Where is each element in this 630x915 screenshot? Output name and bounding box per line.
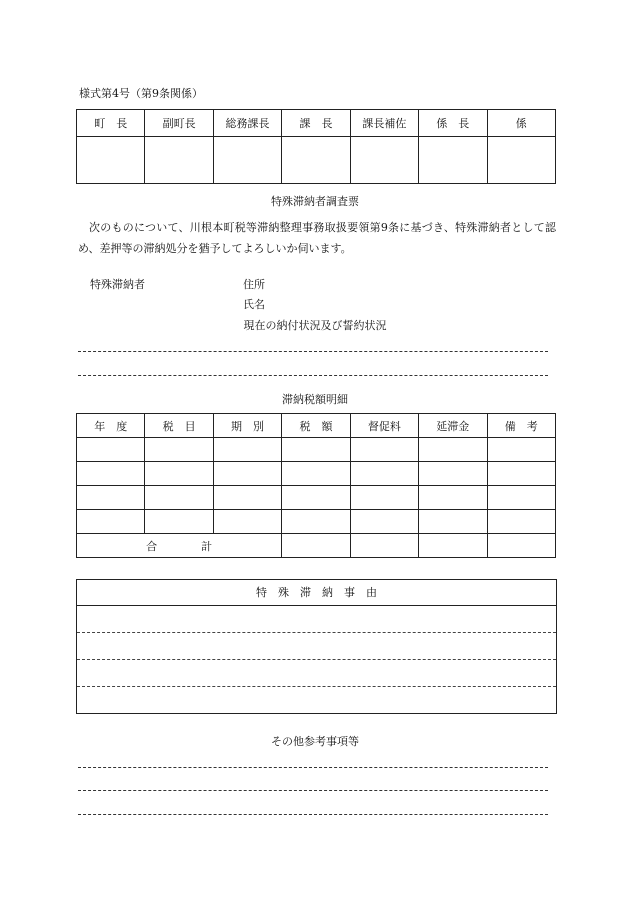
table-cell[interactable] — [145, 510, 213, 534]
table-row — [77, 438, 556, 462]
table-cell[interactable] — [77, 462, 145, 486]
table-row — [77, 486, 556, 510]
table-row — [77, 510, 556, 534]
reason-entry-line[interactable] — [77, 659, 556, 660]
table-cell[interactable] — [350, 462, 418, 486]
total-cell[interactable] — [282, 534, 350, 558]
col-header-fiscal-year: 年 度 — [77, 414, 145, 438]
total-label: 合 計 — [77, 534, 282, 558]
table-cell[interactable] — [77, 438, 145, 462]
table-cell[interactable] — [282, 438, 350, 462]
table-cell[interactable] — [213, 462, 281, 486]
approval-header-mayor: 町 長 — [77, 110, 145, 137]
table-cell[interactable] — [487, 486, 555, 510]
col-header-remarks: 備 考 — [487, 414, 555, 438]
reason-entry-line[interactable] — [77, 686, 556, 687]
col-header-tax-amount: 税 額 — [282, 414, 350, 438]
approval-stamp-cell[interactable] — [213, 137, 281, 184]
table-cell[interactable] — [419, 438, 487, 462]
table-cell[interactable] — [282, 486, 350, 510]
special-delinquency-reason-box — [76, 579, 557, 714]
approval-stamp-cell[interactable] — [487, 137, 555, 184]
status-entry-line[interactable] — [78, 351, 548, 352]
table-cell[interactable] — [487, 510, 555, 534]
reason-heading: 特 殊 滞 納 事 由 — [77, 580, 556, 606]
approval-header-section-chief: 課 長 — [282, 110, 350, 137]
table-cell[interactable] — [77, 510, 145, 534]
approval-stamp-cell[interactable] — [350, 137, 418, 184]
approval-stamp-table — [76, 109, 556, 184]
approval-header-unit-chief: 係 長 — [419, 110, 487, 137]
approval-header-general-affairs-chief: 総務課長 — [213, 110, 281, 137]
table-cell[interactable] — [282, 510, 350, 534]
tax-detail-table — [76, 413, 556, 558]
table-cell[interactable] — [487, 438, 555, 462]
table-row — [77, 462, 556, 486]
reason-entry-line[interactable] — [77, 632, 556, 633]
col-header-period: 期 別 — [213, 414, 281, 438]
approval-stamp-cell[interactable] — [77, 137, 145, 184]
notes-entry-line[interactable] — [78, 814, 548, 815]
table-cell[interactable] — [282, 462, 350, 486]
payment-status-heading: 現在の納付状況及び誓約状況 — [243, 319, 387, 332]
col-header-late-charge: 延滞金 — [419, 414, 487, 438]
col-header-reminder-fee: 督促料 — [350, 414, 418, 438]
table-cell[interactable] — [145, 486, 213, 510]
form-number: 様式第4号（第9条関係） — [79, 87, 203, 100]
approval-stamp-cell[interactable] — [282, 137, 350, 184]
col-header-tax-item: 税 目 — [145, 414, 213, 438]
table-cell[interactable] — [350, 438, 418, 462]
other-notes-heading: その他参考事項等 — [271, 735, 359, 748]
table-cell[interactable] — [350, 486, 418, 510]
table-cell[interactable] — [213, 486, 281, 510]
approval-header-assistant-chief: 課長補佐 — [350, 110, 418, 137]
notes-entry-line[interactable] — [78, 790, 548, 791]
table-cell[interactable] — [487, 462, 555, 486]
document-title: 特殊滞納者調査票 — [271, 195, 359, 208]
name-label: 氏名 — [243, 298, 265, 311]
table-cell[interactable] — [77, 486, 145, 510]
table-cell[interactable] — [145, 462, 213, 486]
table-cell[interactable] — [419, 486, 487, 510]
tax-detail-heading: 滞納税額明細 — [282, 393, 348, 406]
table-cell[interactable] — [419, 462, 487, 486]
total-cell[interactable] — [419, 534, 487, 558]
table-cell[interactable] — [213, 510, 281, 534]
notes-entry-line[interactable] — [78, 767, 548, 768]
total-cell[interactable] — [350, 534, 418, 558]
delinquent-label: 特殊滞納者 — [90, 278, 145, 291]
table-cell[interactable] — [145, 438, 213, 462]
approval-stamp-cell[interactable] — [419, 137, 487, 184]
approval-header-staff: 係 — [487, 110, 555, 137]
table-cell[interactable] — [419, 510, 487, 534]
address-label: 住所 — [243, 278, 265, 291]
table-cell[interactable] — [350, 510, 418, 534]
request-paragraph: 次のものについて、川根本町税等滞納整理事務取扱要領第9条に基づき、特殊滞納者として認め、差押等の滞納処分を猶予してよろしいか伺います。 — [78, 221, 556, 255]
table-cell[interactable] — [213, 438, 281, 462]
total-row — [77, 534, 556, 558]
approval-header-deputy-mayor: 副町長 — [145, 110, 213, 137]
total-cell[interactable] — [487, 534, 555, 558]
approval-stamp-cell[interactable] — [145, 137, 213, 184]
status-entry-line[interactable] — [78, 375, 548, 376]
